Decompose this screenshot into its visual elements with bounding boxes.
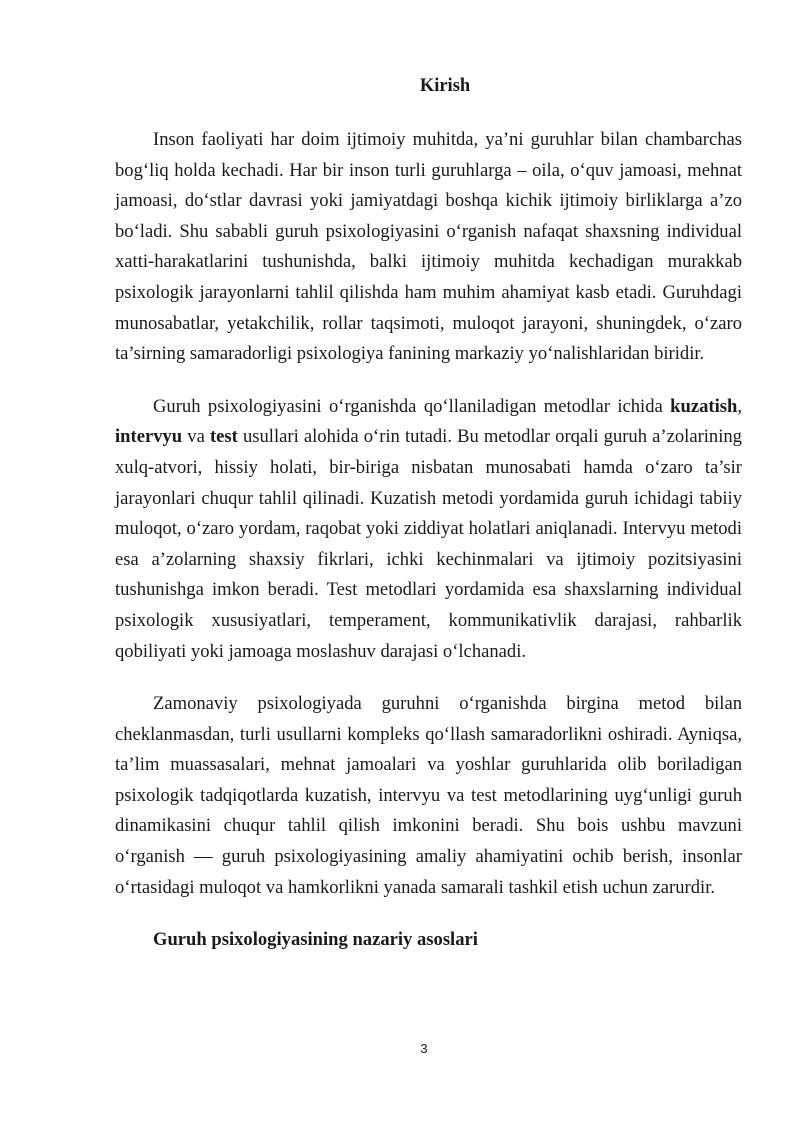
term-kuzatish: kuzatish [670,395,738,417]
document-body [115,125,742,955]
paragraph-modern-approach: Zamonaviy psixologiyada guruhni o‘rganishda birgina metod bilan cheklanmasdan, turli usullarni kompleks qo‘llash samaradorlikni oshiradi. Ayniqsa, ta’lim muassasalari, mehnat jamoalari va yoshlar guruhlarida olib boriladigan psixologik tadqiqotlarda kuzatish, intervyu va test metodlarining uyg‘unligi guruh dinamikasini chuqur tahlil qilish imkonini beradi. Shu bois ushbu mavzuni o‘rganish — guruh psixologiyasining amaliy ahamiyatini ochib berish, insonlar o‘rtasidagi muloqot va hamkorlikni yanada samarali tashkil etish uchun zarurdir. [115,693,742,898]
paragraph-methods-rest: usullari alohida o‘rin tutadi. Bu metodlar orqali guruh a’zolarining xulq-atvori, hissiy holati, bir-biriga nisbatan munosabati hamda o‘zaro ta’sir jarayonlari chuqur tahlil qilinadi. Kuzatish metodi yordamida guruh ichidagi tabiiy muloqot, o‘zaro yordam, raqobat yoki ziddiyat holatlari aniqlanadi. Intervyu metodi esa a’zolarning shaxsiy fikrlari, ichki kechinmalari va ijtimoiy pozitsiyasini tushunishga imkon beradi. Test metodlari yordamida esa shaxslarning individual psixologik xususiyatlari, temperament, kommunikativlik darajasi, rahbarlik qobiliyati yoki jamoaga moslashuv darajasi o‘lchanadi. [115,426,742,662]
section-heading: Guruh psixologiyasining nazariy asoslari [153,929,478,951]
separator-va: va [182,426,210,448]
term-test: test [209,426,238,448]
separator-comma: , [737,395,742,417]
term-intervyu: intervyu [115,426,183,448]
paragraph-methods [115,392,742,667]
page-title: Kirish [419,76,471,96]
page-number: 3 [420,1041,428,1056]
paragraph-methods-intro: Guruh psixologiyasini o‘rganishda qo‘llaniladigan metodlar ichida [153,395,671,417]
paragraph-intro: Inson faoliyati har doim ijtimoiy muhitda, ya’ni guruhlar bilan chambarchas bog‘liq holda kechadi. Har bir inson turli guruhlarga – oila, o‘quv jamoasi, mehnat jamoasi, do‘stlar davrasi yoki jamiyatdagi boshqa kichik ijtimoiy birliklarga a’zo bo‘ladi. Shu sababli guruh psixologiyasini o‘rganish nafaqat shaxsning individual xatti-harakatlarini tushunishda, balki ijtimoiy muhitda kechadigan murakkab psixologik jarayonlarni tahlil qilishda ham muhim ahamiyat kasb etadi. Guruhdagi munosabatlar, yetakchilik, rollar taqsimoti, muloqot jarayoni, shuningdek, o‘zaro ta’sirning samaradorligi psixologiya fanining markaziy yo‘nalishlaridan biridir. [115,129,742,365]
